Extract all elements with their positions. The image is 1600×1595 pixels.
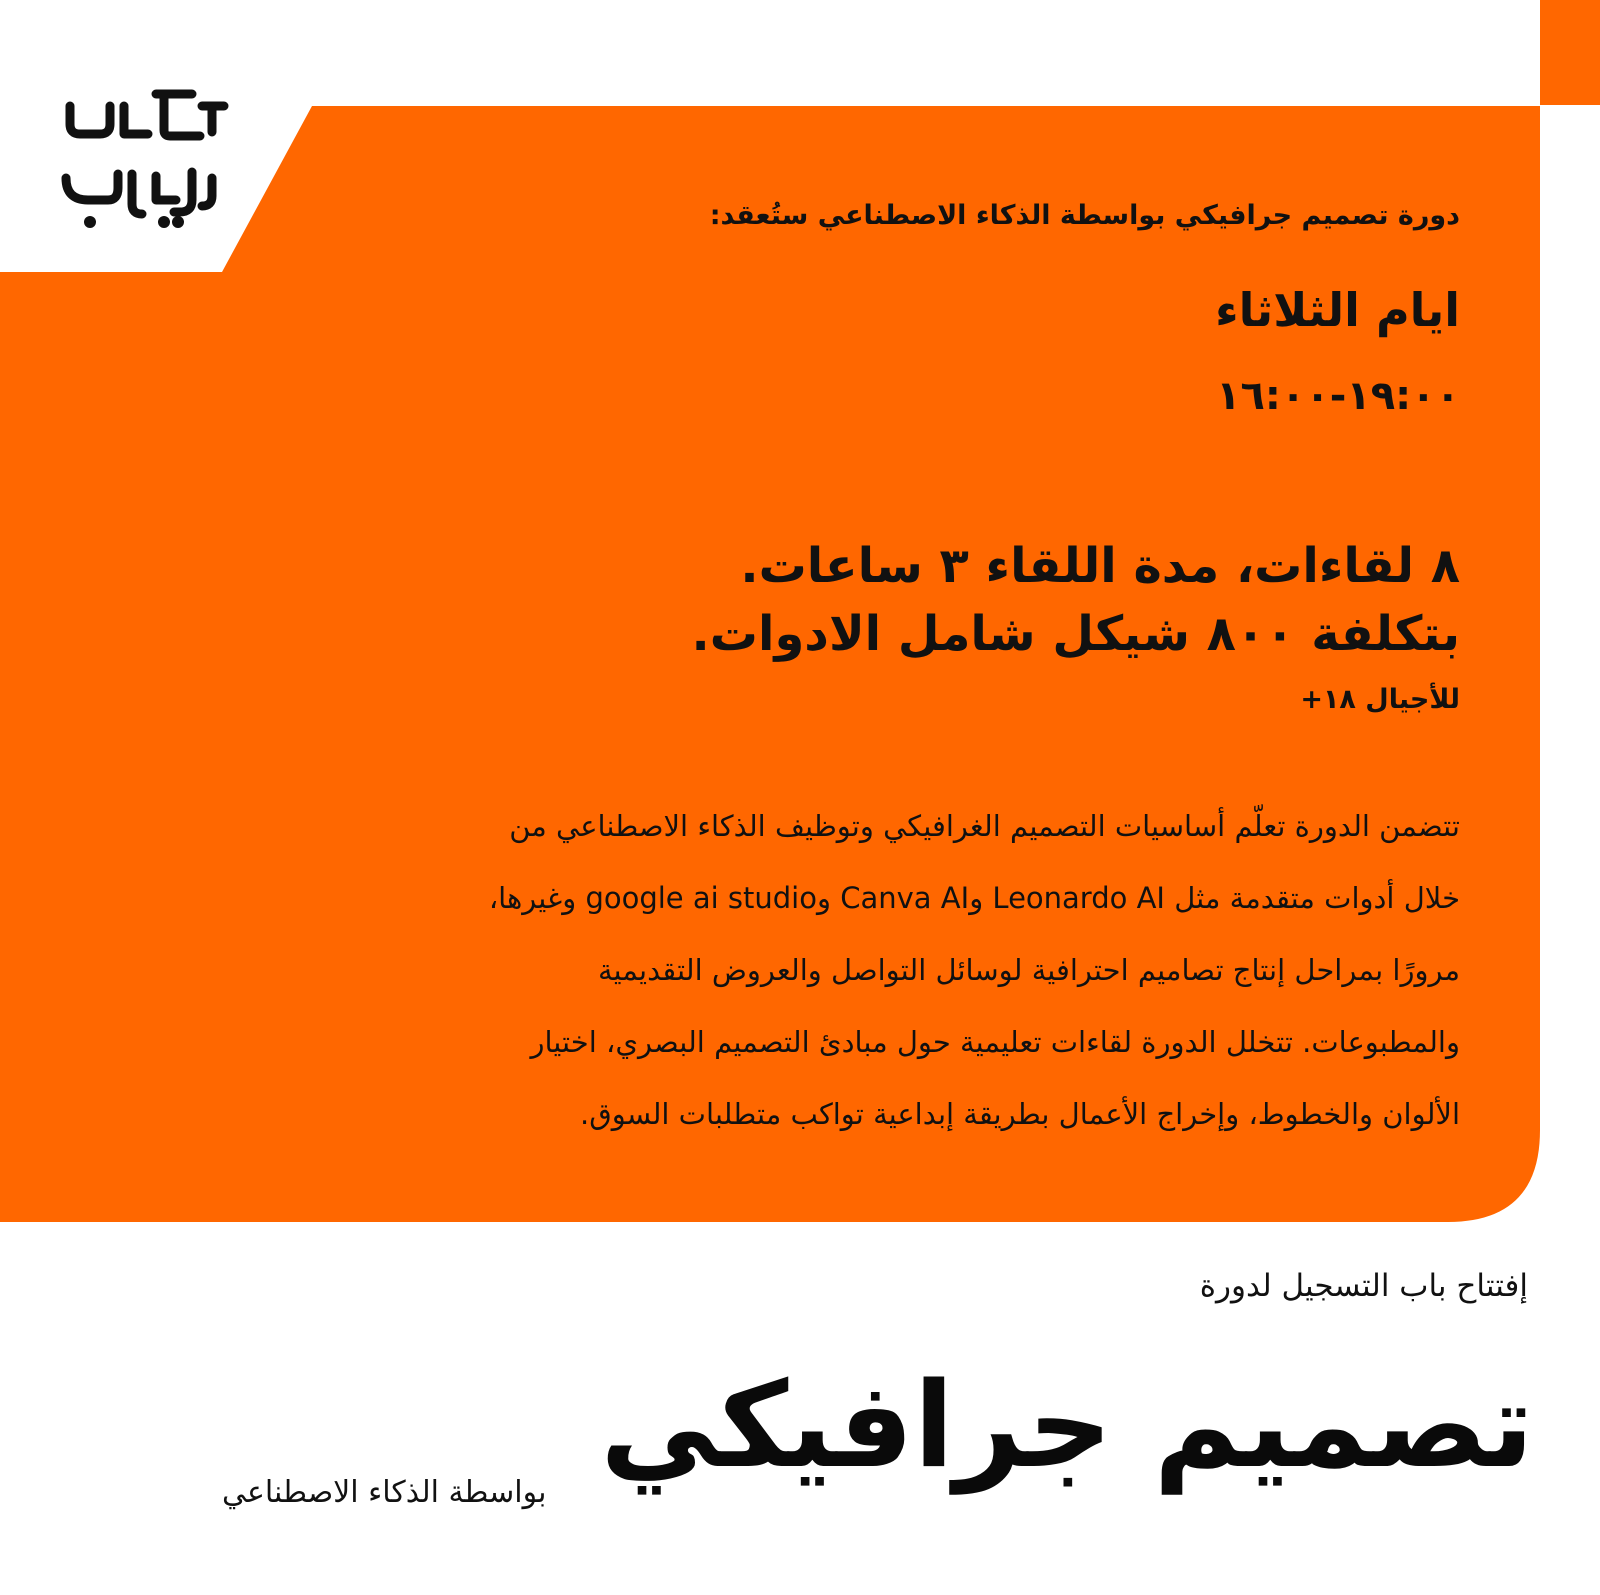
description-line: الألوان والخطوط، وإخراج الأعمال بطريقة إبداعية تواكب متطلبات السوق. (580, 1097, 1460, 1131)
page-title: تصميم جرافيكي (600, 1356, 1534, 1494)
description-line: والمطبوعات. تتخلل الدورة لقاءات تعليمية حول مبادئ التصميم البصري، اختيار (530, 1025, 1460, 1059)
course-sessions (692, 532, 1460, 668)
course-days: ايام الثلاثاء (1215, 283, 1460, 337)
age-requirement: للأجيال ١٨+ (1300, 684, 1460, 715)
sessions-count: ٨ لقاءات، مدة اللقاء ٣ ساعات. (740, 538, 1460, 594)
description-line: خلال أدوات متقدمة مثل Leonardo AI وCanva AI وgoogle ai studio وغيرها، (488, 881, 1460, 915)
course-price: بتكلفة ٨٠٠ شيكل شامل الادوات. (691, 606, 1460, 662)
logo (52, 86, 232, 236)
description-line: مرورًا بمراحل إنتاج تصاميم احترافية لوسائل التواصل والعروض التقديمية (597, 953, 1460, 987)
course-description (290, 790, 1460, 1150)
course-time: ١٩:٠٠-١٦:٠٠ (1216, 373, 1460, 419)
description-line: تتضمن الدورة تعلّم أساسيات التصميم الغرافيكي وتوظيف الذكاء الاصطناعي من (509, 809, 1460, 843)
registration-open: إفتتاح باب التسجيل لدورة (1199, 1268, 1528, 1304)
title-subtitle: بواسطة الذكاء الاصطناعي (222, 1475, 547, 1510)
course-intro: دورة تصميم جرافيكي بواسطة الذكاء الاصطناعي ستُعقد: (709, 200, 1460, 231)
